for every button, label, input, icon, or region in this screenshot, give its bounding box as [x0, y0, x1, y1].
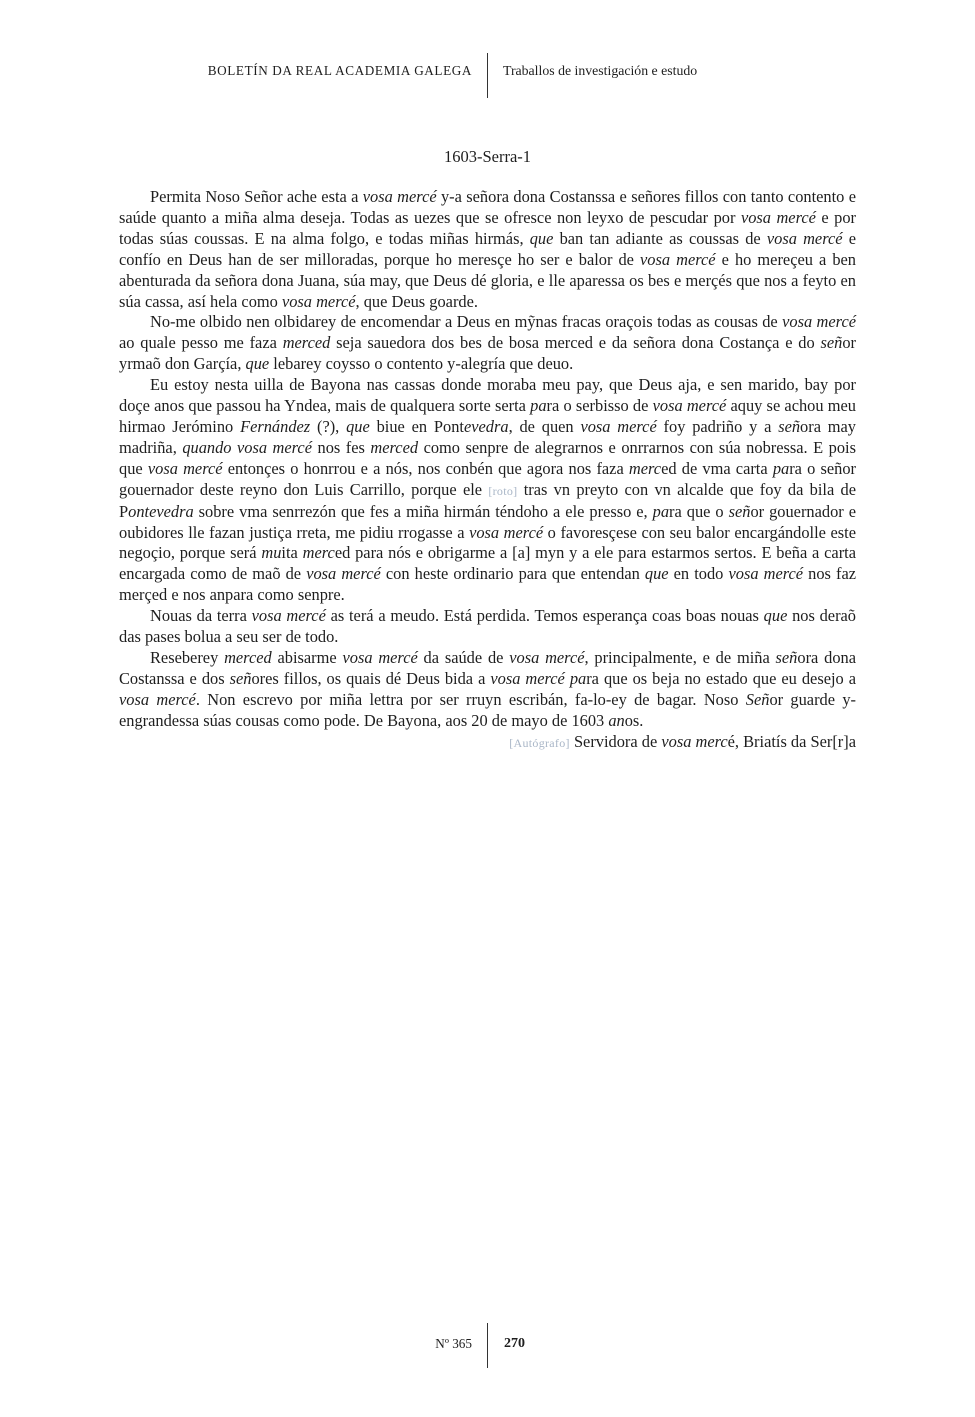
- italic-run: vosa mercé: [119, 689, 196, 709]
- text-run: nos faz merçed e nos anpara como senpre.: [119, 564, 857, 605]
- text-run: con heste ordinario para que entendan: [380, 564, 645, 584]
- text-run: aquy se achou meu hirmao Jerómino: [119, 396, 856, 436]
- paragraph: [119, 648, 856, 732]
- italic-run: señ: [728, 501, 751, 521]
- italic-run: vosa mercé: [469, 522, 544, 542]
- signature-line: [119, 732, 856, 754]
- italic-run: ontevedra: [128, 501, 194, 521]
- issue-number: Nº 365: [435, 1336, 472, 1351]
- text-run: nos deraõ das pases bolua a seu ser de todo.: [119, 606, 857, 647]
- text-run: ores fillos, os quais dé Deus bida a: [251, 668, 491, 688]
- text-run: ra o señor gouernador deste reyno don Luis Carrillo, porque ele: [119, 458, 856, 499]
- italic-run: vosa mercé: [509, 647, 585, 667]
- italic-run: que: [763, 606, 788, 626]
- text-run: Reseberey: [150, 647, 225, 667]
- document-title: 1603-Serra-1: [443, 147, 532, 166]
- italic-run: vosa mercé: [766, 228, 843, 248]
- italic-run: vosa mercé: [490, 668, 565, 688]
- text-run: Servidora de: [569, 731, 662, 751]
- text-run: o favoresçese con seu balor encargándolle este negoçio, porque será: [119, 522, 856, 563]
- text-run: (?),: [310, 416, 347, 436]
- paragraph: [119, 312, 856, 375]
- text-run: , de quen: [508, 416, 581, 436]
- paragraph: [119, 375, 856, 606]
- italic-run: vosa mercé: [728, 564, 804, 584]
- text-run: ora may madriña,: [119, 416, 857, 457]
- italic-run: Fernández: [240, 416, 311, 436]
- text-run: Nouas da terra: [150, 606, 252, 626]
- italic-run: pa: [530, 396, 547, 416]
- text-run: Permita Noso Señor ache esta a: [150, 187, 363, 206]
- italic-run: merced: [224, 647, 272, 667]
- text-run: e confío en Deus han de ser milloradas, porque ho meresçe ho ser e balor de: [119, 228, 856, 269]
- italic-run: señ: [229, 668, 252, 688]
- text-run: ed de vma carta: [661, 458, 773, 478]
- italic-run: vosa mercé: [237, 437, 312, 457]
- text-run: seja sauedora dos bes de bosa merced e da señora dona Costança e do: [330, 333, 821, 353]
- text-run: ra que o: [669, 501, 729, 521]
- italic-run: que: [529, 228, 554, 248]
- text-run: , que Deus goarde.: [355, 291, 478, 311]
- text-run: foy padriño y a: [656, 416, 779, 436]
- text-run: or gouernador e oubidores lle fazan justiça rreta, me pidiu rrogasse a: [119, 501, 856, 542]
- text-run: . Non escrevo por miña lettra por ser rruyn escribán, fa-lo-ey de bagar. Noso: [195, 689, 746, 709]
- italic-run: merc: [302, 543, 335, 563]
- text-run: as terá a meudo. Está perdida. Temos esperança coas boas nouas: [325, 606, 764, 626]
- italic-run: vosa mercé: [580, 416, 657, 436]
- italic-run: merced: [282, 333, 331, 353]
- text-run: ao quale pesso me faza: [119, 333, 283, 353]
- text-run: e ho mereçeu a ben abenturada da señora dona Juana, súa may, que Deus dé gloria, e lle aparessa os bes e merçés que nos a feyto en súa cassa, así hela como: [119, 249, 857, 311]
- italic-run: an: [608, 710, 625, 730]
- italic-run: que: [346, 416, 370, 436]
- italic-run: pa: [652, 501, 670, 521]
- text-run: , principalmente, e de miña: [584, 647, 776, 667]
- text-run: nos fes: [312, 437, 371, 457]
- italic-run: vosa mercé: [640, 249, 716, 269]
- italic-run: vosa mercé: [306, 564, 381, 584]
- text-run: No-me olbido nen olbidarey de encomendar a Deus en mỹnas fracas oraçois todas as cousas de: [150, 312, 783, 332]
- italic-run: vosa mercé: [740, 207, 816, 227]
- italic-run: mu: [261, 543, 282, 563]
- text-run: abisarme: [271, 647, 343, 667]
- italic-run: señ: [820, 333, 843, 353]
- header-divider: [487, 53, 488, 98]
- italic-run: vosa mercé: [251, 606, 326, 626]
- page-number: 270: [504, 1336, 525, 1351]
- text-run: sobre vma senrrezón que fes a miña hirmán téndoho a ele presso e,: [193, 501, 653, 521]
- text-run: os.: [624, 710, 644, 730]
- letter-body: [119, 187, 856, 753]
- text-run: entonçes o honrrou e a nós, nos conbén que agora nos faza: [222, 458, 629, 478]
- text-run: ra o serbisso de: [546, 396, 653, 416]
- text-run: ita: [281, 543, 303, 563]
- text-run: lebarey coysso o contento y-alegría que deuo.: [269, 354, 574, 374]
- editorial-note: [Autógrafo]: [509, 735, 570, 750]
- section-title: Traballos de investigación e estudo: [503, 63, 698, 78]
- italic-run: que: [644, 564, 669, 584]
- italic-run: que: [245, 354, 270, 374]
- italic-run: vosa mercé: [342, 647, 418, 667]
- italic-run: vosa mercé: [362, 187, 437, 206]
- journal-title: BOLETÍN DA REAL ACADEMIA GALEGA: [207, 63, 472, 78]
- italic-run: merced: [370, 437, 419, 457]
- italic-run: vosa merc: [661, 731, 728, 751]
- italic-run: vosa mercé: [281, 291, 356, 311]
- text-run: ed para nós e obrigarme a [a] myn y a ele para estarmos sertos. E beña a carta encargada como de maõ de: [119, 543, 856, 584]
- footer-divider: [487, 1323, 488, 1368]
- italic-run: vosa mercé: [652, 396, 727, 416]
- text-run: en todo: [668, 564, 729, 584]
- text-run: e por todas súas coussas. E na alma folgo, e todas miñas hirmás,: [119, 207, 856, 248]
- italic-run: señ: [778, 416, 801, 436]
- paragraph: [119, 606, 856, 648]
- text-run: Eu estoy nesta uilla de Bayona nas cassas donde moraba meu pay, que Deus aja, e sen marido, bay por doçe anos que passou ha Yndea, mais de qualquera sorte serta: [119, 375, 856, 416]
- text-run: ora dona Costanssa e dos: [119, 647, 856, 688]
- italic-run: pa: [569, 668, 587, 688]
- text-run: ban tan adiante as coussas de: [553, 228, 767, 248]
- italic-run: pa: [772, 458, 790, 478]
- paragraph: [119, 187, 856, 312]
- italic-run: vosa mercé: [782, 312, 856, 332]
- italic-run: merc: [628, 458, 662, 478]
- italic-run: evedra: [463, 416, 509, 436]
- italic-run: Señ: [745, 689, 770, 709]
- italic-run: señ: [775, 647, 798, 667]
- italic-run: vosa mercé: [147, 458, 223, 478]
- text-run: or yrmaõ don Garçía,: [119, 333, 857, 374]
- italic-run: quando: [182, 437, 232, 457]
- text-run: biue en Pont: [369, 416, 464, 436]
- text-run: da saúde de: [417, 647, 510, 667]
- text-run: é, Briatís da Ser[r]a: [727, 731, 856, 751]
- editorial-note: [roto]: [488, 483, 518, 498]
- text-run: tras vn preyto con vn alcalde que foy da bila de P: [119, 479, 856, 521]
- text-run: y-a señora dona Costanssa e señores fillos con tanto contento e saúde quanto a miña alma deseja. Todas as uezes que se ofresce non leyxo de pescudar por: [119, 187, 856, 227]
- text-run: como senpre de alegrarnos e onrrarnos con súa nobressa. E pois que: [119, 437, 856, 478]
- text-run: or guarde y-engrandessa súas cousas como pode. De Bayona, aos 20 de mayo de 1603: [119, 689, 856, 730]
- text-run: ra que os beja no estado que eu desejo a: [586, 668, 856, 688]
